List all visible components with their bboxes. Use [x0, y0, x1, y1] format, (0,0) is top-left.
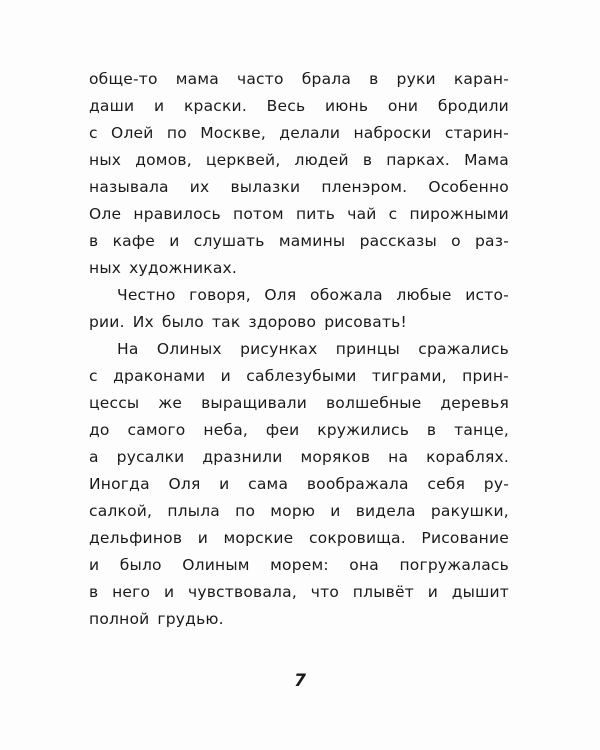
word: бродили	[437, 97, 509, 115]
text-line	[89, 363, 509, 390]
word: Олиным	[182, 556, 250, 574]
word: саблезубыми	[246, 367, 357, 385]
text-line	[89, 147, 509, 174]
word: в	[369, 70, 379, 88]
word: Рисование	[421, 529, 509, 547]
word: Оля	[264, 286, 297, 304]
word: дельфинов	[89, 529, 183, 547]
word: пить	[295, 205, 336, 223]
text-line	[89, 228, 509, 255]
word: даши	[89, 97, 135, 115]
text-line	[89, 471, 509, 498]
word: часто	[237, 70, 284, 88]
word: мама	[175, 70, 219, 88]
text-line	[89, 444, 509, 471]
word: рассказы	[359, 232, 437, 250]
word: пирожными	[409, 205, 509, 223]
word: краски.	[183, 97, 247, 115]
text-line	[89, 606, 509, 633]
word: и	[89, 556, 100, 574]
word: морские	[223, 529, 294, 547]
word: танце,	[454, 421, 509, 439]
word: исто-	[465, 286, 509, 304]
word: по	[235, 502, 256, 520]
word: было	[119, 556, 162, 574]
word: ных	[89, 151, 122, 169]
text-line	[89, 120, 509, 147]
word: Особенно	[428, 178, 509, 196]
word: видела	[355, 502, 416, 520]
text-line	[89, 201, 509, 228]
word: церквей,	[205, 151, 281, 169]
word: ных	[89, 259, 122, 277]
word: Олей	[111, 124, 154, 142]
word: Оля	[168, 475, 201, 493]
word: и	[220, 367, 231, 385]
text-line	[89, 525, 509, 552]
word: их	[189, 178, 210, 196]
word: полной	[89, 610, 150, 628]
word: русалки	[116, 448, 185, 466]
word: Их	[132, 313, 154, 331]
text-line	[89, 552, 509, 579]
word: же	[158, 394, 183, 412]
word: плывёт	[352, 583, 414, 601]
word: она	[349, 556, 379, 574]
word: каран-	[453, 70, 509, 88]
text-line	[89, 66, 509, 93]
word: вылазки	[230, 178, 301, 196]
word: о	[451, 232, 461, 250]
word: ракушки,	[430, 502, 509, 520]
text-line	[89, 309, 509, 336]
word: в	[89, 583, 99, 601]
word: потом	[233, 205, 284, 223]
word: дразнили	[202, 448, 283, 466]
word: себя	[427, 475, 466, 493]
word: Олиных	[156, 340, 222, 358]
word: морем:	[270, 556, 329, 574]
word: в	[426, 421, 437, 439]
word: На	[117, 340, 139, 358]
word: обще-то	[89, 70, 158, 88]
word: кружились	[317, 421, 410, 439]
body-text	[89, 66, 509, 633]
word: в	[362, 151, 373, 169]
text-line	[89, 417, 509, 444]
text-line	[89, 174, 509, 201]
word: драконами	[113, 367, 206, 385]
word: делали	[279, 124, 341, 142]
word: деревья	[440, 394, 509, 412]
word: моряков	[300, 448, 371, 466]
word: салкой,	[89, 502, 153, 520]
word: воображала	[306, 475, 409, 493]
word: цессы	[89, 394, 140, 412]
text-line	[89, 282, 509, 309]
word: и	[153, 97, 165, 115]
word: до	[89, 421, 110, 439]
word: и	[427, 583, 438, 601]
word: говоря,	[189, 286, 251, 304]
word: с	[89, 367, 98, 385]
word: принцы	[335, 340, 400, 358]
word: они	[387, 97, 419, 115]
word: Москве,	[200, 124, 266, 142]
text-line	[89, 579, 509, 606]
word: обожала	[310, 286, 383, 304]
word: погружалась	[399, 556, 509, 574]
word: самого	[127, 421, 186, 439]
word: так	[211, 313, 241, 331]
word: с	[89, 124, 98, 142]
word: наброски	[353, 124, 432, 142]
word: и	[163, 583, 175, 601]
word: него	[112, 583, 151, 601]
word: брала	[301, 70, 352, 88]
word: Оле	[89, 205, 122, 223]
word: и	[219, 475, 230, 493]
word: плыла	[167, 502, 220, 520]
word: а	[89, 448, 99, 466]
text-line	[89, 390, 509, 417]
word: рисовать!	[324, 313, 407, 331]
word: любые	[396, 286, 452, 304]
text-line	[89, 498, 509, 525]
word: сокровища.	[308, 529, 406, 547]
word: кафе	[112, 232, 156, 250]
text-line	[89, 336, 509, 363]
word: грудью.	[157, 610, 224, 628]
word: и	[330, 502, 341, 520]
word: июнь	[325, 97, 369, 115]
word: в	[89, 232, 99, 250]
word: выращивали	[201, 394, 308, 412]
word: с	[388, 205, 398, 223]
word: морю	[270, 502, 316, 520]
text-line	[89, 93, 509, 120]
word: мамины	[278, 232, 346, 250]
word: дышит	[451, 583, 509, 601]
word: кораблях.	[426, 448, 509, 466]
word: руки	[396, 70, 436, 88]
page-number: 7	[294, 671, 306, 691]
word: по	[166, 124, 187, 142]
word: раз-	[475, 232, 509, 250]
word: пленэром.	[321, 178, 408, 196]
word: людей	[294, 151, 349, 169]
word: чай	[347, 205, 377, 223]
word: рии.	[89, 313, 125, 331]
word: Иногда	[89, 475, 150, 493]
word: чувствовала,	[187, 583, 297, 601]
word: Честно	[117, 286, 176, 304]
word: Весь	[266, 97, 306, 115]
word: парках.	[386, 151, 451, 169]
word: феи	[265, 421, 300, 439]
word: слушать	[193, 232, 265, 250]
word: и	[169, 232, 180, 250]
word: Мама	[464, 151, 509, 169]
word: рисунках	[240, 340, 318, 358]
word: неба,	[203, 421, 249, 439]
word: художниках.	[129, 259, 238, 277]
word: было	[161, 313, 204, 331]
word: на	[388, 448, 409, 466]
word: старин-	[444, 124, 509, 142]
word: тиграми,	[371, 367, 447, 385]
word: ру-	[483, 475, 509, 493]
word: что	[310, 583, 340, 601]
word: прин-	[462, 367, 509, 385]
word: и	[197, 529, 208, 547]
word: сама	[248, 475, 289, 493]
word: здорово	[248, 313, 317, 331]
word: называла	[89, 178, 169, 196]
word: волшебные	[325, 394, 422, 412]
word: домов,	[135, 151, 192, 169]
word: сражались	[418, 340, 509, 358]
word: нравилось	[133, 205, 221, 223]
text-line	[89, 255, 509, 282]
